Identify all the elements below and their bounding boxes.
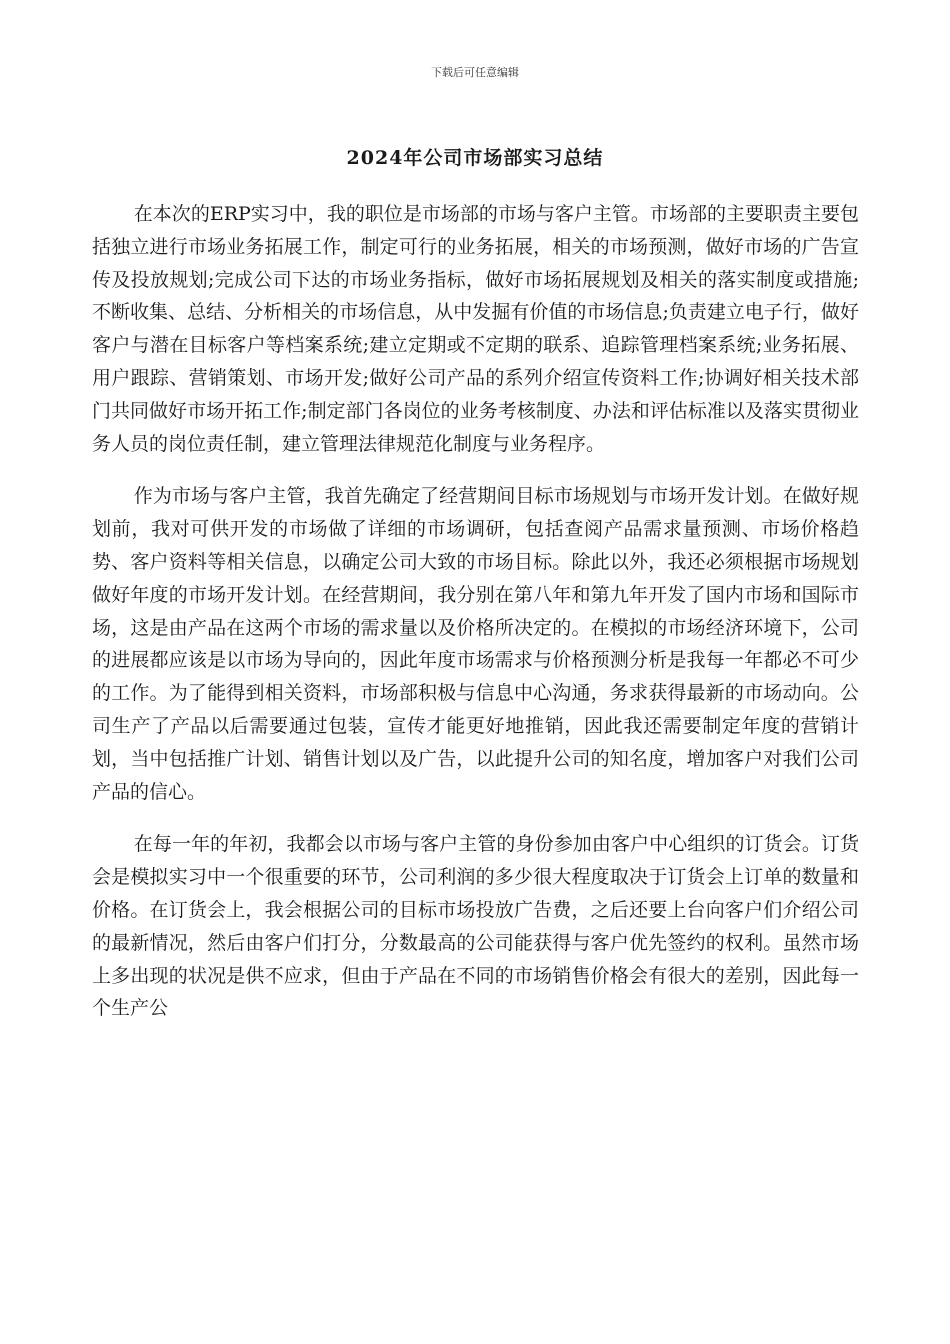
paragraph-2: 作为市场与客户主管，我首先确定了经营期间目标市场规划与市场开发计划。在做好规划前，我对可供开发的市场做了详细的市场调研，包括查阅产品需求量预测、市场价格趋势、客户资料等相关信息，以确定公司大致的市场目标。除此以外，我还必须根据市场规划做好年度的市场开发计划。在经营期间，我分别在第八年和第九年开发了国内市场和国际市场，这是由产品在这两个市场的需求量以及价格所决定的。在模拟的市场经济环境下，公司的进展都应该是以市场为导向的，因此年度市场需求与价格预测分析是我每一年都必不可少的工作。为了能得到相关资料，市场部积极与信息中心沟通，务求获得最新的市场动向。公司生产了产品以后需要通过包装，宣传才能更好地推销，因此我还需要制定年度的营销计划，当中包括推广计划、销售计划以及广告，以此提升公司的知名度，增加客户对我们公司产品的信心。 <box>92 485 859 803</box>
paragraph-1: 在本次的ERP实习中，我的职位是市场部的市场与客户主管。市场部的主要职责主要包括独立进行市场业务拓展工作，制定可行的业务拓展，相关的市场预测，做好市场的广告宣传及投放规划;完成公司下达的市场业务指标，做好市场拓展规划及相关的落实制度或措施;不断收集、总结、分析相关的市场信息，从中发掘有价值的市场信息;负责建立电子行，做好客户与潜在目标客户等档案系统;建立定期或不定期的联系、追踪管理档案系统;业务拓展、用户跟踪、营销策划、市场开发;做好公司产品的系列介绍宣传资料工作;协调好相关技术部门共同做好市场开拓工作;制定部门各岗位的业务考核制度、办法和评估标准以及落实贯彻业务人员的岗位责任制，建立管理法律规范化制度与业务程序。 <box>92 203 859 455</box>
document-body <box>92 198 859 1045</box>
paragraph-3: 在每一年的年初，我都会以市场与客户主管的身份参加由客户中心组织的订货会。订货会是模拟实习中一个很重要的环节，公司利润的多少很大程度取决于订货会上订单的数量和价格。在订货会上，我会根据公司的目标市场投放广告费，之后还要上台向客户们介绍公司的最新情况，然后由客户们打分，分数最高的公司能获得与客户优先签约的权利。虽然市场上多出现的状况是供不应求，但由于产品在不同的市场销售价格会有很大的差别，因此每一个生产公 <box>92 833 859 1020</box>
document-title: 2024年公司市场部实习总结 <box>346 147 604 169</box>
header-note: 下载后可任意编辑 <box>431 66 519 79</box>
